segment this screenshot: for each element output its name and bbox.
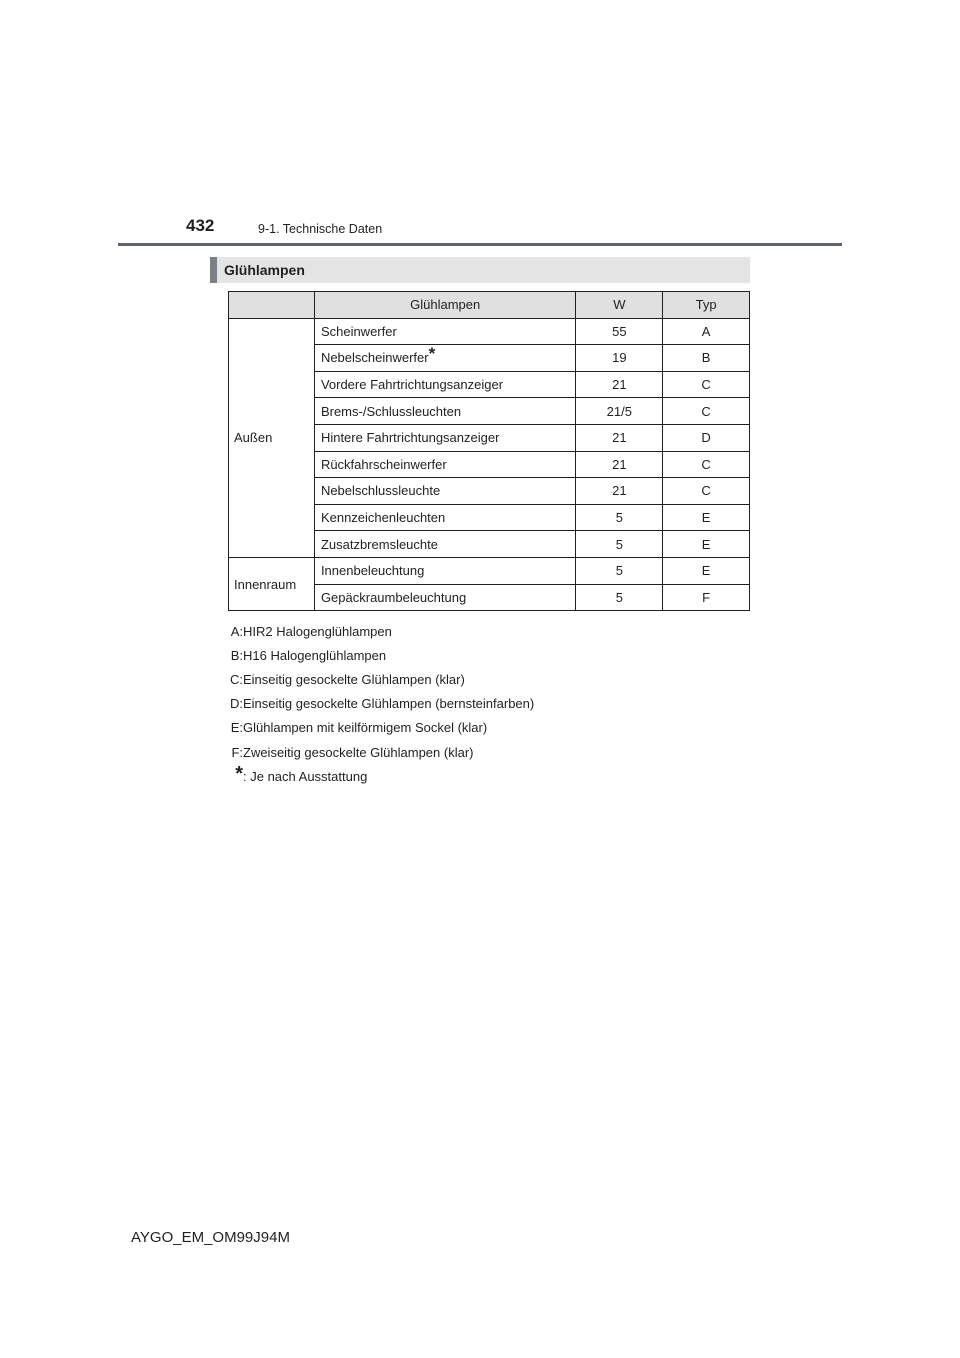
legend-key: C: — [230, 671, 243, 687]
watt-cell: 21 — [576, 371, 663, 398]
document-code: AYGO_EM_OM99J94M — [131, 1229, 290, 1246]
column-header: Typ — [663, 292, 750, 319]
watt-cell: 5 — [576, 531, 663, 558]
legend-key: B: — [230, 647, 243, 663]
table-row — [229, 318, 750, 345]
legend-item — [226, 643, 534, 667]
table-row — [229, 557, 750, 584]
type-cell: C — [663, 371, 750, 398]
group-cell: Innenraum — [229, 557, 315, 610]
lamp-cell: Kennzeichenleuchten — [314, 504, 576, 531]
footnote-marker: * — [235, 763, 243, 786]
footnote-marker: * — [428, 344, 436, 364]
legend-item — [226, 619, 534, 643]
watt-cell: 5 — [576, 584, 663, 611]
watt-cell: 21/5 — [576, 398, 663, 425]
lamp-cell: Gepäckraumbeleuchtung — [314, 584, 576, 611]
type-cell: B — [663, 345, 750, 372]
watt-cell: 21 — [576, 451, 663, 478]
legend — [226, 619, 534, 788]
lamp-label: Nebelscheinwerfer — [320, 350, 429, 366]
lamp-cell: Zusatzbremsleuchte — [314, 531, 576, 558]
page-number: 432 — [186, 216, 215, 235]
type-cell: A — [663, 318, 750, 345]
lamp-cell: Innenbeleuchtung — [314, 557, 576, 584]
section-heading — [210, 257, 750, 283]
watt-cell: 5 — [576, 557, 663, 584]
legend-item — [226, 692, 534, 716]
legend-text: Zweiseitig gesockelte Glühlampen (klar) — [243, 744, 474, 760]
lamp-cell: Hintere Fahrtrichtungsanzeiger — [314, 424, 576, 451]
header-rule — [118, 243, 842, 246]
legend-key: A: — [230, 623, 243, 639]
column-header: W — [576, 292, 663, 319]
section-title: Glühlampen — [224, 262, 305, 278]
watt-cell: 19 — [576, 345, 663, 372]
lamp-cell — [314, 345, 576, 372]
footnote-text: : Je nach Ausstattung — [243, 768, 368, 784]
lamp-cell: Nebelschlussleuchte — [314, 478, 576, 505]
type-cell: C — [663, 398, 750, 425]
chapter-title: 9-1. Technische Daten — [258, 222, 383, 236]
legend-text: Einseitig gesockelte Glühlampen (bernsteinfarben) — [243, 696, 535, 712]
legend-text: Einseitig gesockelte Glühlampen (klar) — [243, 671, 465, 687]
type-cell: E — [663, 504, 750, 531]
footnote — [226, 764, 534, 788]
watt-cell: 21 — [576, 424, 663, 451]
table-header-row — [229, 292, 750, 319]
lamp-cell: Brems-/Schlussleuchten — [314, 398, 576, 425]
column-header: Glühlampen — [314, 292, 576, 319]
group-cell: Außen — [229, 318, 315, 557]
type-cell: C — [663, 451, 750, 478]
legend-item — [226, 716, 534, 740]
legend-key: F: — [231, 744, 243, 760]
column-header — [229, 292, 315, 319]
type-cell: C — [663, 478, 750, 505]
type-cell: E — [663, 557, 750, 584]
legend-key: D: — [230, 696, 243, 712]
legend-text: Glühlampen mit keilförmigem Sockel (klar) — [243, 720, 488, 736]
legend-key: E: — [230, 720, 243, 736]
type-cell: E — [663, 531, 750, 558]
legend-item — [226, 667, 534, 691]
watt-cell: 21 — [576, 478, 663, 505]
lamp-cell: Scheinwerfer — [314, 318, 576, 345]
watt-cell: 5 — [576, 504, 663, 531]
type-cell: D — [663, 424, 750, 451]
legend-text: HIR2 Halogenglühlampen — [243, 623, 392, 639]
lamp-cell: Rückfahrscheinwerfer — [314, 451, 576, 478]
bulb-table — [228, 291, 750, 611]
legend-item — [226, 740, 534, 764]
watt-cell: 55 — [576, 318, 663, 345]
section-heading-bar — [210, 257, 217, 283]
type-cell: F — [663, 584, 750, 611]
legend-text: H16 Halogenglühlampen — [243, 647, 387, 663]
lamp-cell: Vordere Fahrtrichtungsanzeiger — [314, 371, 576, 398]
